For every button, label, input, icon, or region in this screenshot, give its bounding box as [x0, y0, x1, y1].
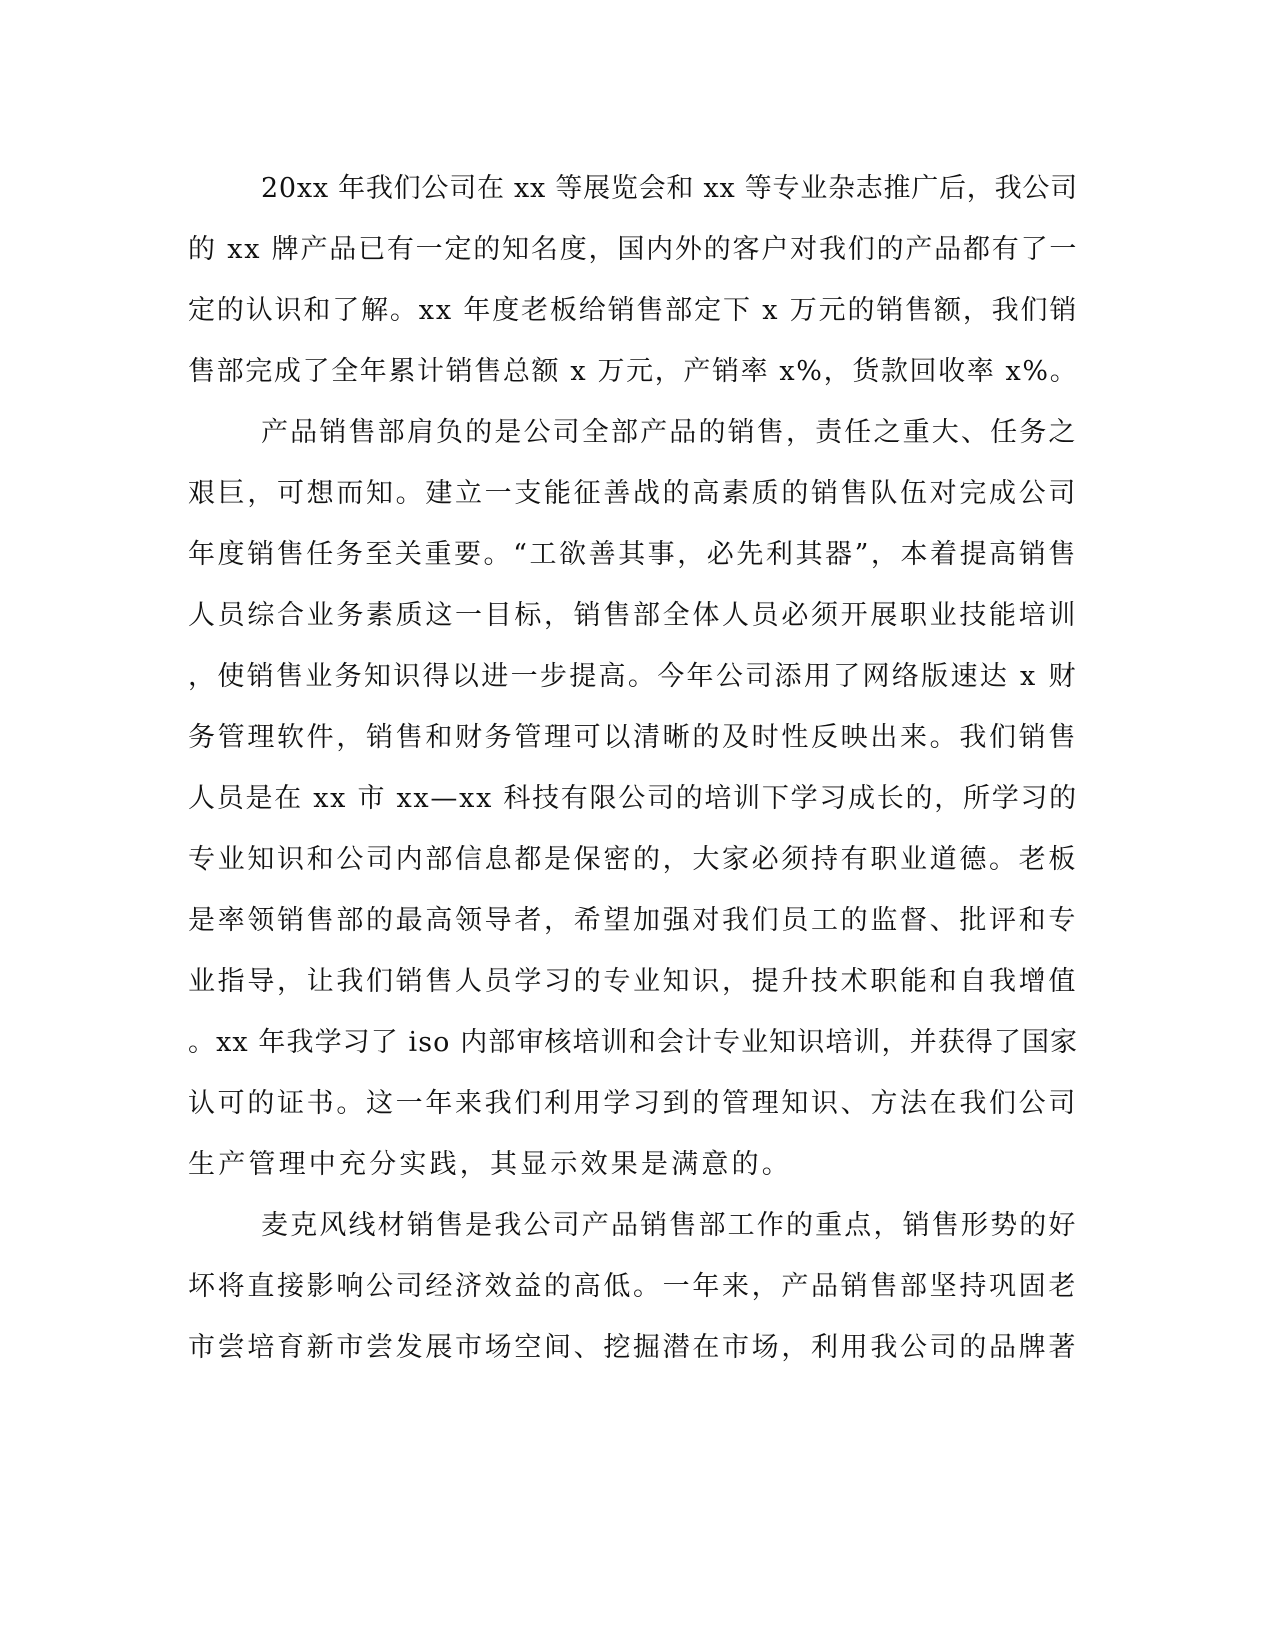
paragraph-1 [188, 158, 1078, 402]
text-line: 定的认识和了解。xx 年度老板给销售部定下 x 万元的销售额，我们销 [188, 295, 1079, 326]
text-line: 年度销售任务至关重要。“工欲善其事，必先利其器”，本着提高销售 [188, 539, 1078, 570]
text-line: 艰巨，可想而知。建立一支能征善战的高素质的销售队伍对完成公司 [188, 478, 1078, 509]
document-body [188, 158, 1078, 1378]
text-line: 市尝培育新市尝发展市场空间、挖掘潜在市场，利用我公司的品牌著 [188, 1332, 1078, 1363]
paragraph-2 [188, 402, 1078, 1195]
text-line: ，使销售业务知识得以进一步提高。今年公司添用了网络版速达 x 财 [188, 661, 1078, 692]
paragraph-3 [188, 1195, 1078, 1378]
text-line: 售部完成了全年累计销售总额 x 万元，产销率 x%，货款回收率 x%。 [188, 356, 1079, 387]
text-line: 。xx 年我学习了 iso 内部审核培训和会计专业知识培训，并获得了国家 [188, 1027, 1079, 1058]
text-line: 务管理软件，销售和财务管理可以清晰的及时性反映出来。我们销售 [188, 722, 1078, 753]
text-line: 生产管理中充分实践，其显示效果是满意的。 [188, 1149, 792, 1180]
text-line: 人员是在 xx 市 xx—xx 科技有限公司的培训下学习成长的，所学习的 [188, 783, 1078, 814]
text-line: 20xx 年我们公司在 xx 等展览会和 xx 等专业杂志推广后，我公司 [261, 173, 1078, 204]
text-line: 坏将直接影响公司经济效益的高低。一年来，产品销售部坚持巩固老 [188, 1271, 1078, 1302]
text-line: 是率领销售部的最高领导者，希望加强对我们员工的监督、批评和专 [188, 905, 1078, 936]
text-line: 麦克风线材销售是我公司产品销售部工作的重点，销售形势的好 [261, 1210, 1078, 1241]
text-line: 认可的证书。这一年来我们利用学习到的管理知识、方法在我们公司 [188, 1088, 1078, 1119]
text-line: 产品销售部肩负的是公司全部产品的销售，责任之重大、任务之 [261, 417, 1078, 448]
text-line: 专业知识和公司内部信息都是保密的，大家必须持有职业道德。老板 [188, 844, 1078, 875]
text-line: 业指导，让我们销售人员学习的专业知识，提升技术职能和自我增值 [188, 966, 1078, 997]
text-line: 人员综合业务素质这一目标，销售部全体人员必须开展职业技能培训 [188, 600, 1078, 631]
text-line: 的 xx 牌产品已有一定的知名度，国内外的客户对我们的产品都有了一 [188, 234, 1079, 265]
